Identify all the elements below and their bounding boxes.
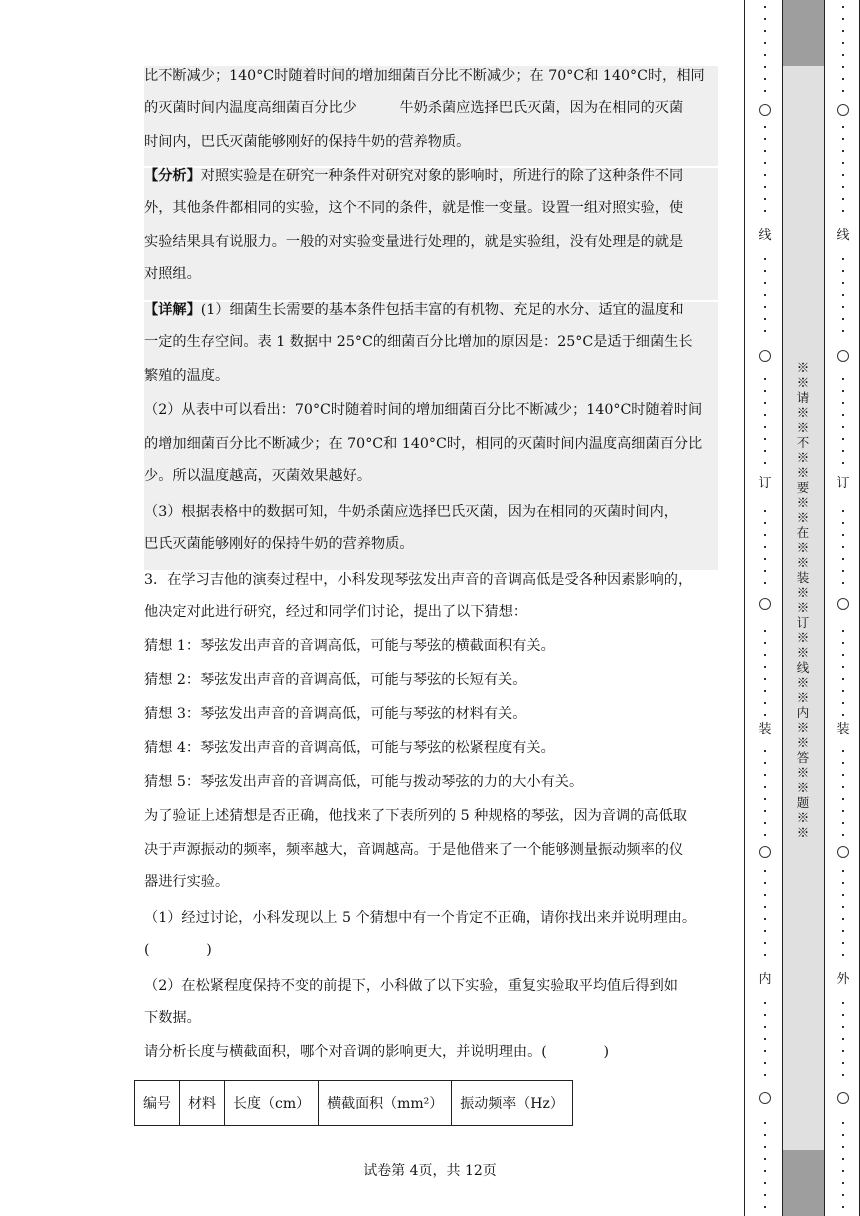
binding-dot <box>842 1062 844 1064</box>
binding-dot <box>842 378 844 380</box>
binding-dot <box>842 1194 844 1196</box>
binding-dot <box>764 138 766 140</box>
binding-dot <box>842 402 844 404</box>
binding-dot <box>764 906 766 908</box>
binding-dot <box>842 426 844 428</box>
line-text: 对照实验是在研究一种条件对研究对象的影响时，所进行的除了这种条件不同 <box>200 168 684 184</box>
header-area: 横截面积（mm²） <box>319 1081 452 1126</box>
binding-circle <box>837 104 849 116</box>
text-line <box>144 400 718 420</box>
line-text: 器进行实验。 <box>144 874 230 890</box>
binding-dot <box>764 522 766 524</box>
binding-dot <box>842 42 844 44</box>
binding-dot <box>842 330 844 332</box>
binding-dot <box>842 282 844 284</box>
binding-dot <box>842 582 844 584</box>
binding-dot <box>842 690 844 692</box>
binding-dot <box>764 378 766 380</box>
line-text: 巴氏灭菌能够刚好的保持牛奶的营养物质。 <box>144 536 414 552</box>
binding-circle <box>759 1092 771 1104</box>
binding-dot <box>842 930 844 932</box>
binding-dot <box>764 690 766 692</box>
binding-circle <box>759 350 771 362</box>
line-text: （1）经过讨论，小科发现以上 5 个猜想中有一个肯定不正确，请你找出来并说明理由。 <box>144 910 697 926</box>
binding-dot <box>764 786 766 788</box>
binding-dot <box>764 414 766 416</box>
text-line <box>144 466 718 486</box>
text-line <box>144 264 718 284</box>
section-lead: 【分析】 <box>144 168 201 184</box>
binding-circle <box>837 1092 849 1104</box>
binding-dot <box>764 330 766 332</box>
binding-circle <box>759 846 771 858</box>
binding-dot <box>764 1122 766 1124</box>
line-text: 猜想 4：琴弦发出声音的音调高低，可能与琴弦的松紧程度有关。 <box>144 740 555 756</box>
binding-mark: 线 <box>758 228 772 243</box>
binding-dot <box>764 774 766 776</box>
binding-dot <box>842 558 844 560</box>
binding-dot <box>842 714 844 716</box>
binding-dot <box>842 918 844 920</box>
binding-dot <box>764 462 766 464</box>
binding-dot <box>842 702 844 704</box>
header-number: 编号 <box>135 1081 180 1126</box>
binding-dot <box>842 882 844 884</box>
binding-dot <box>764 198 766 200</box>
text-line <box>144 806 718 826</box>
binding-dot <box>842 186 844 188</box>
binding-circle <box>759 104 771 116</box>
binding-dot <box>842 1026 844 1028</box>
binding-dot <box>842 1170 844 1172</box>
binding-dot <box>764 1182 766 1184</box>
binding-dot <box>764 438 766 440</box>
binding-dot <box>764 822 766 824</box>
binding-dot <box>764 1158 766 1160</box>
line-text: 3．在学习吉他的演奏过程中，小科发现琴弦发出声音的音调高低是受各种因素影响的， <box>144 572 693 588</box>
binding-dot <box>764 294 766 296</box>
binding-dot <box>842 570 844 572</box>
header-material: 材料 <box>180 1081 225 1126</box>
line-text: 猜想 1：琴弦发出声音的音调高低，可能与琴弦的横截面积有关。 <box>144 638 555 654</box>
binding-dot <box>842 174 844 176</box>
binding-dot <box>842 318 844 320</box>
binding-dot <box>764 930 766 932</box>
text-line <box>144 636 718 656</box>
binding-dot <box>764 582 766 584</box>
text-line <box>144 434 718 454</box>
text-line <box>144 232 718 252</box>
binding-dot <box>842 870 844 872</box>
text-line <box>144 738 718 758</box>
binding-dot <box>764 714 766 716</box>
binding-dot <box>842 66 844 68</box>
text-line <box>144 602 718 622</box>
binding-dot <box>842 78 844 80</box>
line-text: 繁殖的温度。 <box>144 368 230 384</box>
binding-dot <box>764 810 766 812</box>
text-line <box>144 772 718 792</box>
line-text: 的灭菌时间内温度高细菌百分比少 牛奶杀菌应选择巴氏灭菌，因为在相同的灭菌 <box>144 100 684 116</box>
binding-dot <box>764 762 766 764</box>
binding-dot <box>842 1050 844 1052</box>
text-line <box>144 1008 718 1028</box>
binding-dot <box>842 294 844 296</box>
page-footer: 试卷第 4页，共 12页 <box>363 1163 497 1179</box>
line-text: 为了验证上述猜想是否正确，他找来了下表所列的 5 种规格的琴弦，因为音调的高低取 <box>144 808 687 824</box>
binding-dot <box>764 1026 766 1028</box>
binding-dot <box>842 522 844 524</box>
binding-dot <box>764 870 766 872</box>
text-line <box>144 1042 718 1062</box>
text-line <box>144 366 718 386</box>
binding-dot <box>842 1002 844 1004</box>
line-text: 外，其他条件都相同的实验，这个不同的条件，就是惟一变量。设置一组对照实验，使 <box>144 200 684 216</box>
binding-mark: 订 <box>758 476 772 491</box>
binding-dot <box>842 30 844 32</box>
text-line <box>144 132 718 152</box>
binding-dot <box>764 306 766 308</box>
strip-border-left <box>782 0 783 1216</box>
line-text: 决于声源振动的频率，频率越大，音调越高。于是他借来了一个能够测量振动频率的仪 <box>144 842 684 858</box>
binding-dot <box>842 306 844 308</box>
text-line <box>144 940 718 960</box>
text-line <box>144 908 718 928</box>
binding-dot <box>842 666 844 668</box>
binding-dot <box>842 1038 844 1040</box>
line-text: （2）从表中可以看出：70°C时随着时间的增加细菌百分比不断减少；140°C时随着时间 <box>144 402 703 418</box>
binding-dot <box>842 1134 844 1136</box>
binding-dot <box>764 78 766 80</box>
binding-dot <box>764 918 766 920</box>
line-text: 实验结果具有说服力。一般的对实验变量进行处理的，就是实验组，没有处理是的就是 <box>144 234 684 250</box>
line-text: 猜想 3：琴弦发出声音的音调高低，可能与琴弦的材料有关。 <box>144 706 527 722</box>
binding-dot <box>842 438 844 440</box>
binding-warning: ※※请※※不※※要※※在※※装※※订※※线※※内※※答※※题※※ <box>796 360 810 840</box>
text-line <box>144 332 718 352</box>
header-length: 长度（cm） <box>225 1081 319 1126</box>
text-line <box>144 534 718 554</box>
binding-dot <box>764 1134 766 1136</box>
binding-dot <box>764 162 766 164</box>
binding-dot <box>842 678 844 680</box>
binding-dot <box>764 150 766 152</box>
binding-dot <box>842 450 844 452</box>
binding-dot <box>842 798 844 800</box>
binding-dot <box>764 18 766 20</box>
binding-dot <box>764 642 766 644</box>
binding-dot <box>764 54 766 56</box>
text-line <box>144 670 718 690</box>
binding-dot <box>764 90 766 92</box>
binding-dot <box>764 258 766 260</box>
binding-dot <box>842 822 844 824</box>
line-text: 请分析长度与横截面积，哪个对音调的影响更大，并说明理由。( ) <box>144 1044 610 1060</box>
binding-dot <box>842 510 844 512</box>
binding-mark: 线 <box>836 228 850 243</box>
binding-mark: 装 <box>836 722 850 737</box>
binding-dot <box>764 318 766 320</box>
section-lead: 【详解】 <box>144 302 201 318</box>
binding-dot <box>842 774 844 776</box>
line-text: （2）在松紧程度保持不变的前提下，小科做了以下实验，重复实验取平均值后得到如 <box>144 978 678 994</box>
line-text: 他决定对此进行研究，经过和同学们讨论，提出了以下猜想： <box>144 604 528 620</box>
binding-dot <box>764 1050 766 1052</box>
line-text: 时间内，巴氏灭菌能够刚好的保持牛奶的营养物质。 <box>144 134 471 150</box>
binding-dot <box>842 642 844 644</box>
binding-dot <box>764 834 766 836</box>
binding-dot <box>764 666 766 668</box>
line-text: ( ) <box>144 942 212 958</box>
binding-dot <box>764 66 766 68</box>
binding-dot <box>764 210 766 212</box>
text-line <box>144 704 718 724</box>
binding-dot <box>764 570 766 572</box>
binding-dot <box>842 834 844 836</box>
text-line <box>144 98 718 118</box>
text-line <box>144 66 718 86</box>
line-text: 比不断减少；140°C时随着时间的增加细菌百分比不断减少；在 70°C和 140°C时，相同 <box>144 68 705 84</box>
binding-dot <box>842 150 844 152</box>
binding-strip-top <box>782 0 824 66</box>
binding-dot <box>842 414 844 416</box>
line-text: 猜想 5：琴弦发出声音的音调高低，可能与拨动琴弦的力的大小有关。 <box>144 774 584 790</box>
binding-dot <box>764 630 766 632</box>
binding-dot <box>764 1194 766 1196</box>
binding-dot <box>764 750 766 752</box>
binding-dot <box>764 174 766 176</box>
text-line <box>144 300 718 320</box>
binding-dot <box>764 798 766 800</box>
binding-dot <box>842 1206 844 1208</box>
binding-dot <box>764 534 766 536</box>
binding-circle <box>837 350 849 362</box>
binding-dot <box>764 390 766 392</box>
binding-dot <box>842 630 844 632</box>
line-text: (1）细菌生长需要的基本条件包括丰富的有机物、充足的水分、适宜的温度和 <box>200 302 684 318</box>
binding-dot <box>764 1170 766 1172</box>
binding-dot <box>764 702 766 704</box>
line-text: 下数据。 <box>144 1010 201 1026</box>
binding-dot <box>764 510 766 512</box>
binding-mark: 装 <box>758 722 772 737</box>
text-line <box>144 872 718 892</box>
binding-dot <box>842 534 844 536</box>
binding-dot <box>842 810 844 812</box>
binding-dot <box>764 1062 766 1064</box>
binding-dot <box>764 186 766 188</box>
binding-dot <box>764 402 766 404</box>
binding-dot <box>764 30 766 32</box>
binding-dot <box>764 1206 766 1208</box>
binding-dot <box>842 1158 844 1160</box>
binding-dot <box>842 390 844 392</box>
binding-dot <box>842 198 844 200</box>
strip-border-right <box>824 0 825 1216</box>
binding-dot <box>842 654 844 656</box>
binding-dot <box>764 654 766 656</box>
text-line <box>144 840 718 860</box>
binding-dot <box>842 762 844 764</box>
line-text: （3）根据表格中的数据可知，牛奶杀菌应选择巴氏灭菌，因为在相同的灭菌时间内， <box>144 504 678 520</box>
text-line <box>144 570 718 590</box>
binding-dot <box>764 942 766 944</box>
binding-dot <box>842 906 844 908</box>
binding-dot <box>764 282 766 284</box>
binding-dot <box>764 1002 766 1004</box>
binding-dot <box>842 546 844 548</box>
binding-dot <box>842 1146 844 1148</box>
line-text: 少。所以温度越高，灭菌效果越好。 <box>144 468 372 484</box>
margin-border-outer <box>744 0 745 1216</box>
line-text: 对照组。 <box>144 266 201 282</box>
text-line <box>144 198 718 218</box>
binding-dot <box>842 210 844 212</box>
binding-dot <box>842 942 844 944</box>
binding-circle <box>759 598 771 610</box>
binding-dot <box>764 954 766 956</box>
binding-dot <box>842 954 844 956</box>
binding-dot <box>842 786 844 788</box>
text-line <box>144 166 718 186</box>
binding-mark: 外 <box>836 972 850 987</box>
binding-dot <box>764 882 766 884</box>
text-line <box>144 502 718 522</box>
data-table <box>134 1080 573 1126</box>
binding-strip-bottom <box>782 1150 824 1216</box>
binding-dot <box>764 558 766 560</box>
line-text: 猜想 2：琴弦发出声音的音调高低，可能与琴弦的长短有关。 <box>144 672 527 688</box>
binding-dot <box>842 1182 844 1184</box>
binding-dot <box>842 750 844 752</box>
binding-dot <box>842 90 844 92</box>
binding-dot <box>842 1074 844 1076</box>
binding-dot <box>764 678 766 680</box>
binding-dot <box>764 1038 766 1040</box>
header-frequency: 振动频率（Hz） <box>452 1081 573 1126</box>
binding-dot <box>842 18 844 20</box>
text-line <box>144 976 718 996</box>
binding-dot <box>764 546 766 548</box>
binding-dot <box>764 42 766 44</box>
line-text: 一定的生存空间。表 1 数据中 25°C的细菌百分比增加的原因是：25°C是适于细菌生长 <box>144 334 693 350</box>
binding-dot <box>764 450 766 452</box>
binding-dot <box>764 1014 766 1016</box>
binding-dot <box>764 894 766 896</box>
binding-dot <box>842 270 844 272</box>
binding-dot <box>764 1074 766 1076</box>
binding-mark: 内 <box>758 972 772 987</box>
table-header-row <box>135 1081 573 1126</box>
binding-dot <box>764 270 766 272</box>
binding-mark: 订 <box>836 476 850 491</box>
binding-dot <box>764 426 766 428</box>
binding-dot <box>842 462 844 464</box>
binding-dot <box>764 1146 766 1148</box>
binding-dot <box>842 1122 844 1124</box>
binding-dot <box>842 258 844 260</box>
binding-circle <box>837 598 849 610</box>
binding-dot <box>842 6 844 8</box>
binding-dot <box>842 162 844 164</box>
binding-circle <box>837 846 849 858</box>
binding-dot <box>842 138 844 140</box>
binding-dot <box>842 126 844 128</box>
binding-dot <box>842 54 844 56</box>
line-text: 的增加细菌百分比不断减少；在 70°C和 140°C时，相同的灭菌时间内温度高细菌百分比 <box>144 436 703 452</box>
binding-dot <box>764 6 766 8</box>
binding-dot <box>842 1014 844 1016</box>
binding-dot <box>764 126 766 128</box>
binding-dot <box>842 894 844 896</box>
